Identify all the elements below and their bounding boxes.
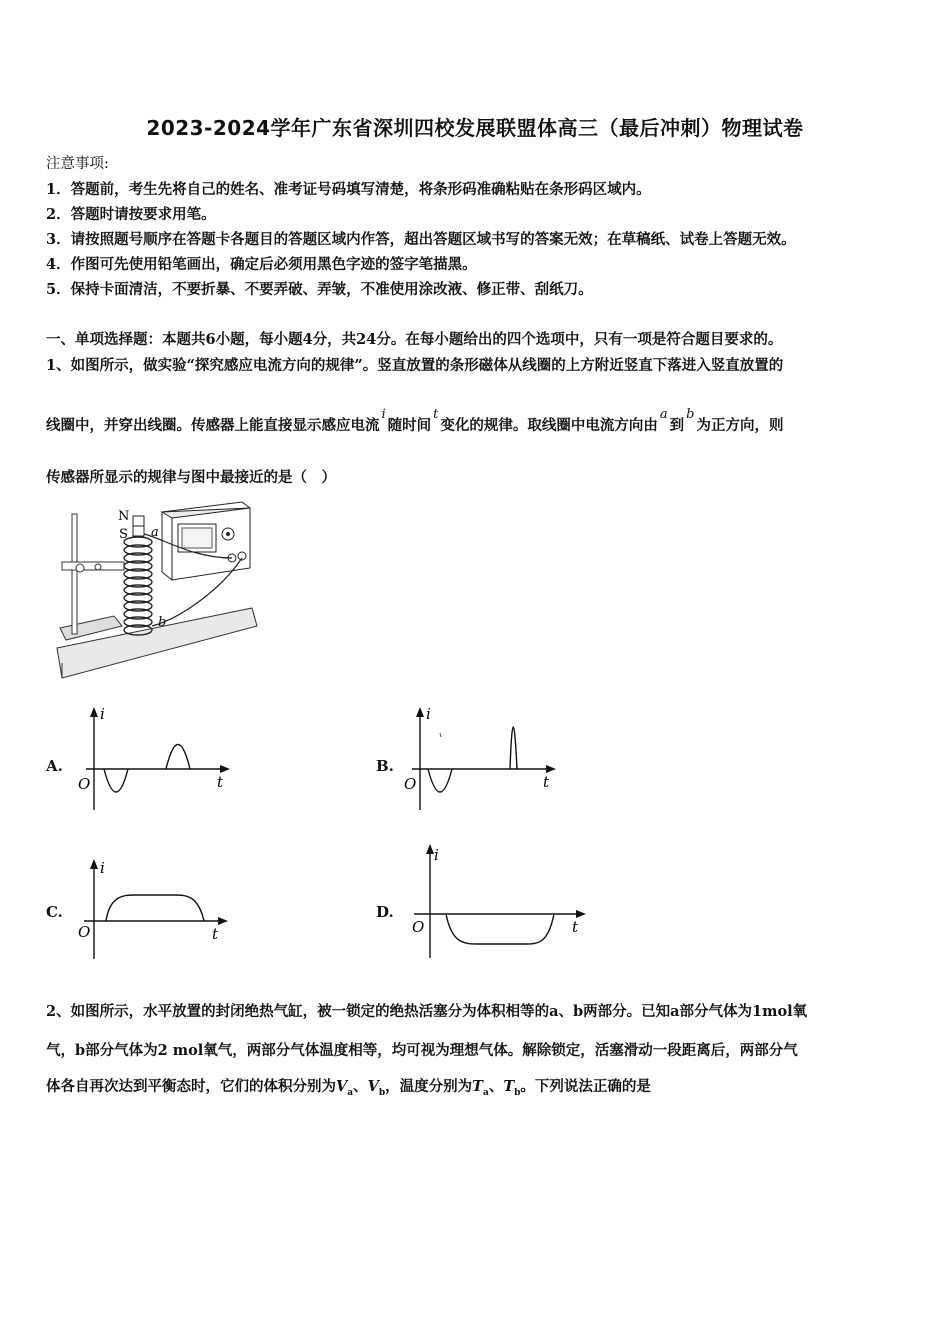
- note-item-4: 4．作图可先使用铅笔画出，确定后必须用黑色字迹的签字笔描黑。: [46, 256, 477, 273]
- notes-heading: 注意事项:: [46, 156, 109, 172]
- origin-label: O: [78, 775, 91, 793]
- x-axis-label: t: [212, 925, 219, 943]
- origin-label: O: [78, 923, 91, 941]
- terminal-a-label: a: [151, 525, 159, 540]
- q1-text-line-2: [46, 407, 906, 435]
- option-c-label[interactable]: C.: [46, 903, 63, 921]
- subscript-a: a: [347, 1087, 354, 1098]
- magnet-south-label: S: [119, 527, 128, 542]
- q1-text-seg: 变化的规律。取线圈中电流方向由: [440, 417, 658, 434]
- q1-text-seg: 为正方向，则: [696, 417, 784, 434]
- subscript-a: a: [482, 1087, 489, 1098]
- q1-text-seg: 线圈中，并穿出线圈。传感器上能直接显示感应电流: [46, 417, 380, 434]
- q2-text-seg: 。下列说法正确的是: [520, 1078, 651, 1095]
- origin-label: O: [412, 918, 425, 936]
- option-b-graph: [400, 705, 560, 815]
- option-c-graph: [74, 855, 234, 965]
- subscript-b: b: [378, 1087, 386, 1098]
- note-item-5: 5．保持卡面清洁，不要折暴、不要弄破、弄皱，不准使用涂改液、修正带、刮纸刀。: [46, 281, 593, 298]
- section-1-heading: 一、单项选择题：本题共6小题，每小题4分，共24分。在每小题给出的四个选项中，只有一项是符合题目要求的。: [46, 331, 783, 348]
- x-axis-label: t: [543, 773, 550, 791]
- option-b-label[interactable]: B.: [376, 757, 394, 775]
- option-a-graph: [74, 705, 234, 815]
- magnet-north-label: N: [118, 509, 130, 524]
- coil-apparatus-figure: [52, 498, 262, 688]
- symbol-T: T: [472, 1078, 483, 1095]
- x-axis-label: t: [217, 773, 224, 791]
- symbol-V: V: [367, 1078, 379, 1095]
- q2-text-seg: 、: [488, 1078, 504, 1095]
- y-axis-label: i: [100, 705, 105, 723]
- option-d-label[interactable]: D.: [376, 903, 394, 921]
- q1-text-line-1: 1、如图所示，做实验“探究感应电流方向的规律”。竖直放置的条形磁体从线圈的上方附近竖直下落进入竖直放置的: [46, 357, 784, 374]
- note-item-1: 1．答题前，考生先将自己的姓名、准考证号码填写清楚，将条形码准确粘贴在条形码区域内。: [46, 181, 651, 198]
- origin-label: O: [404, 775, 417, 793]
- q1-text-line-3: 传感器所显示的规律与图中最接近的是（ ）: [46, 469, 336, 486]
- symbol-i: i: [381, 407, 386, 422]
- symbol-a: a: [659, 407, 668, 422]
- symbol-b: b: [686, 407, 695, 422]
- q2-text-line-2: 气，b部分气体为2 mol氧气，两部分气体温度相等，均可视为理想气体。解除锁定，活塞滑动一段距离后，两部分气: [46, 1042, 798, 1059]
- note-item-3: 3．请按照题号顺序在答题卡各题目的答题区域内作答，超出答题区域书写的答案无效；在草稿纸、试卷上答题无效。: [46, 231, 796, 248]
- q2-text-seg: 、: [353, 1078, 368, 1095]
- q1-text-seg: 随时间: [387, 417, 432, 434]
- option-d-graph: [404, 840, 594, 960]
- y-axis-label: i: [434, 846, 439, 864]
- y-axis-label: i: [426, 705, 431, 723]
- symbol-t: t: [433, 407, 439, 422]
- page-title: 2023-2024学年广东省深圳四校发展联盟体高三（最后冲刺）物理试卷: [146, 116, 804, 140]
- terminal-b-label: b: [158, 615, 167, 630]
- option-a-label[interactable]: A.: [46, 757, 63, 775]
- symbol-T: T: [503, 1078, 515, 1095]
- q2-text-line-1: 2、如图所示，水平放置的封闭绝热气缸，被一锁定的绝热活塞分为体积相等的a、b两部分。已知a部分气体为1mol氧: [46, 1003, 808, 1020]
- x-axis-label: t: [572, 918, 579, 936]
- y-axis-label: i: [100, 859, 105, 877]
- q2-text-line-3: [46, 1075, 651, 1098]
- q2-text-seg: 体各自再次达到平衡态时，它们的体积分别为: [46, 1078, 336, 1095]
- subscript-b: b: [514, 1087, 521, 1098]
- symbol-V: V: [336, 1078, 348, 1095]
- q1-text-seg: 到: [669, 417, 685, 434]
- note-item-2: 2．答题时请按要求用笔。: [46, 206, 216, 223]
- q2-text-seg: ，温度分别为: [385, 1078, 473, 1095]
